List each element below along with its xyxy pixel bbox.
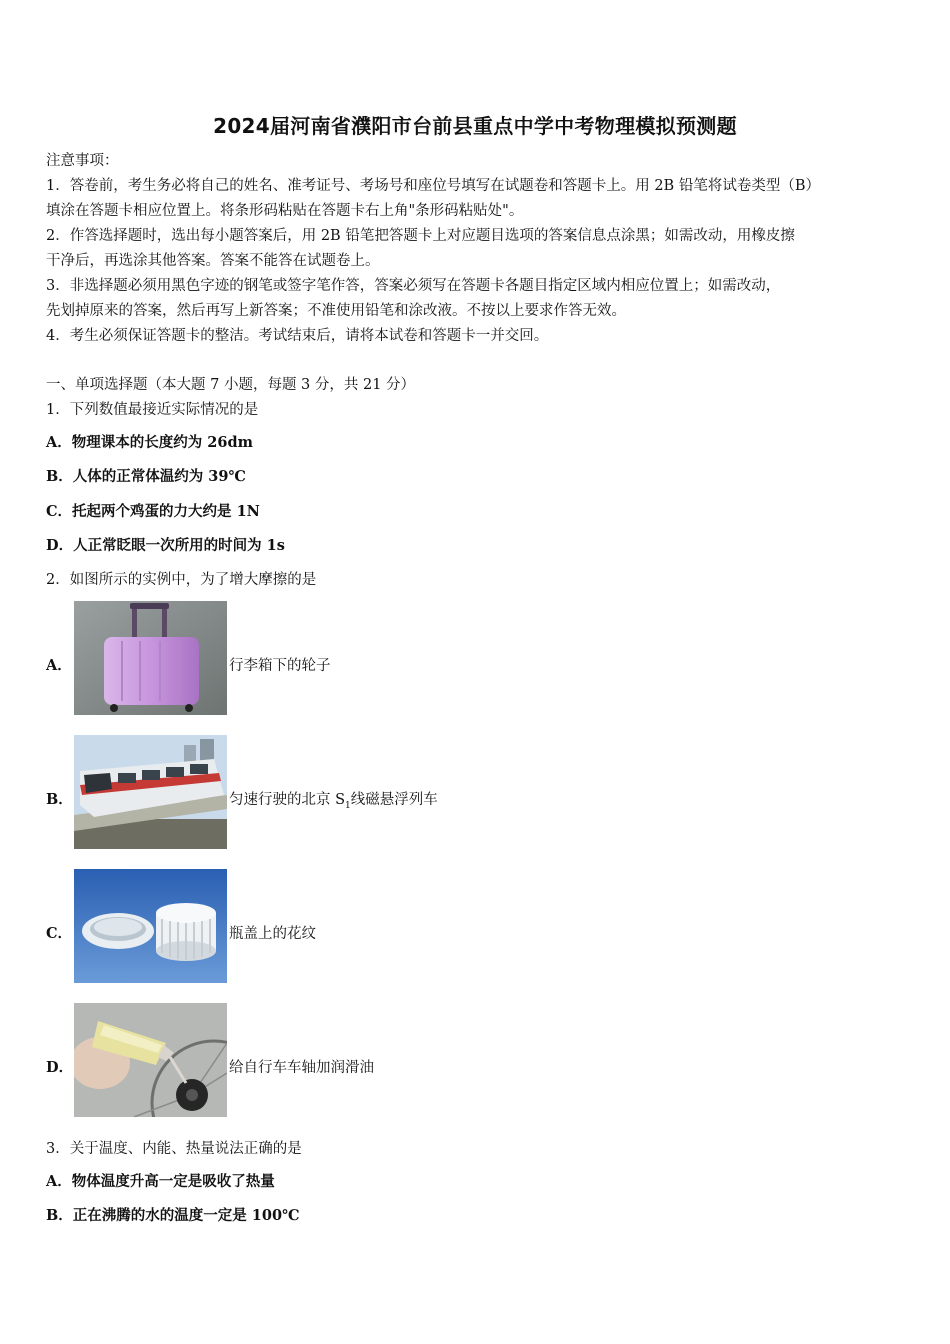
maglev-train-photo — [74, 735, 227, 849]
page-title: 2024届河南省濮阳市台前县重点中学中考物理模拟预测题 — [213, 114, 737, 138]
question-3-option-b: B．正在沸腾的水的温度一定是 100℃ — [46, 1207, 300, 1224]
question-2-option-b-text: 匀速行驶的北京 $S_1$线磁悬浮列车 — [229, 792, 438, 811]
question-3-stem: 3．关于温度、内能、热量说法正确的是 — [46, 1141, 302, 1157]
notice-line: 填涂在答题卡相应位置上。将条形码粘贴在答题卡右上角"条形码粘贴处"。 — [46, 203, 524, 219]
question-1-option-b: B．人体的正常体温约为 39℃ — [46, 468, 246, 485]
question-2-option-a-text: 行李箱下的轮子 — [229, 658, 331, 674]
notice-heading: 注意事项： — [46, 153, 119, 169]
bottle-cap-photo — [74, 869, 227, 983]
notice-line: 4．考生必须保证答题卡的整洁。考试结束后，请将本试卷和答题卡一并交回。 — [46, 328, 549, 344]
notice-line: 1．答卷前，考生务必将自己的姓名、准考证号、考场号和座位号填写在试题卷和答题卡上。用 2B 铅笔将试卷类型（B） — [46, 178, 820, 194]
question-2-option-a-label: A． — [46, 657, 72, 674]
question-2-option-c-text: 瓶盖上的花纹 — [229, 926, 316, 942]
notice-line: 干净后，再选涂其他答案。答案不能答在试题卷上。 — [46, 253, 380, 269]
suitcase-wheels-photo — [74, 601, 227, 715]
notice-line: 3．非选择题必须用黑色字迹的钢笔或签字笔作答，答案必须写在答题卡各题目指定区域内相应位置上；如需改动， — [46, 278, 781, 294]
question-1-option-d: D．人正常眨眼一次所用的时间为 1s — [46, 537, 285, 554]
notice-line: 先划掉原来的答案，然后再写上新答案；不准使用铅笔和涂改液。不按以上要求作答无效。 — [46, 303, 626, 319]
question-2-stem: 2．如图所示的实例中，为了增大摩擦的是 — [46, 572, 317, 588]
question-2-option-c-label: C． — [46, 925, 73, 942]
question-2-option-d-text: 给自行车车轴加润滑油 — [229, 1060, 374, 1076]
question-1-option-a: A．物理课本的长度约为 26dm — [46, 434, 253, 451]
question-1-stem: 1．下列数值最接近实际情况的是 — [46, 402, 259, 418]
bicycle-oil-photo — [74, 1003, 227, 1117]
question-2-option-d-label: D． — [46, 1059, 74, 1076]
notice-line: 2．作答选择题时，选出每小题答案后，用 2B 铅笔把答题卡上对应题目选项的答案信息点涂黑；如需改动，用橡皮擦 — [46, 228, 795, 244]
question-2-option-b-label: B． — [46, 791, 73, 808]
question-3-option-a: A．物体温度升高一定是吸收了热量 — [46, 1173, 275, 1190]
section-heading: 一、单项选择题（本大题 7 小题，每题 3 分，共 21 分） — [46, 377, 416, 393]
question-1-option-c: C．托起两个鸡蛋的力大约是 1N — [46, 503, 260, 520]
